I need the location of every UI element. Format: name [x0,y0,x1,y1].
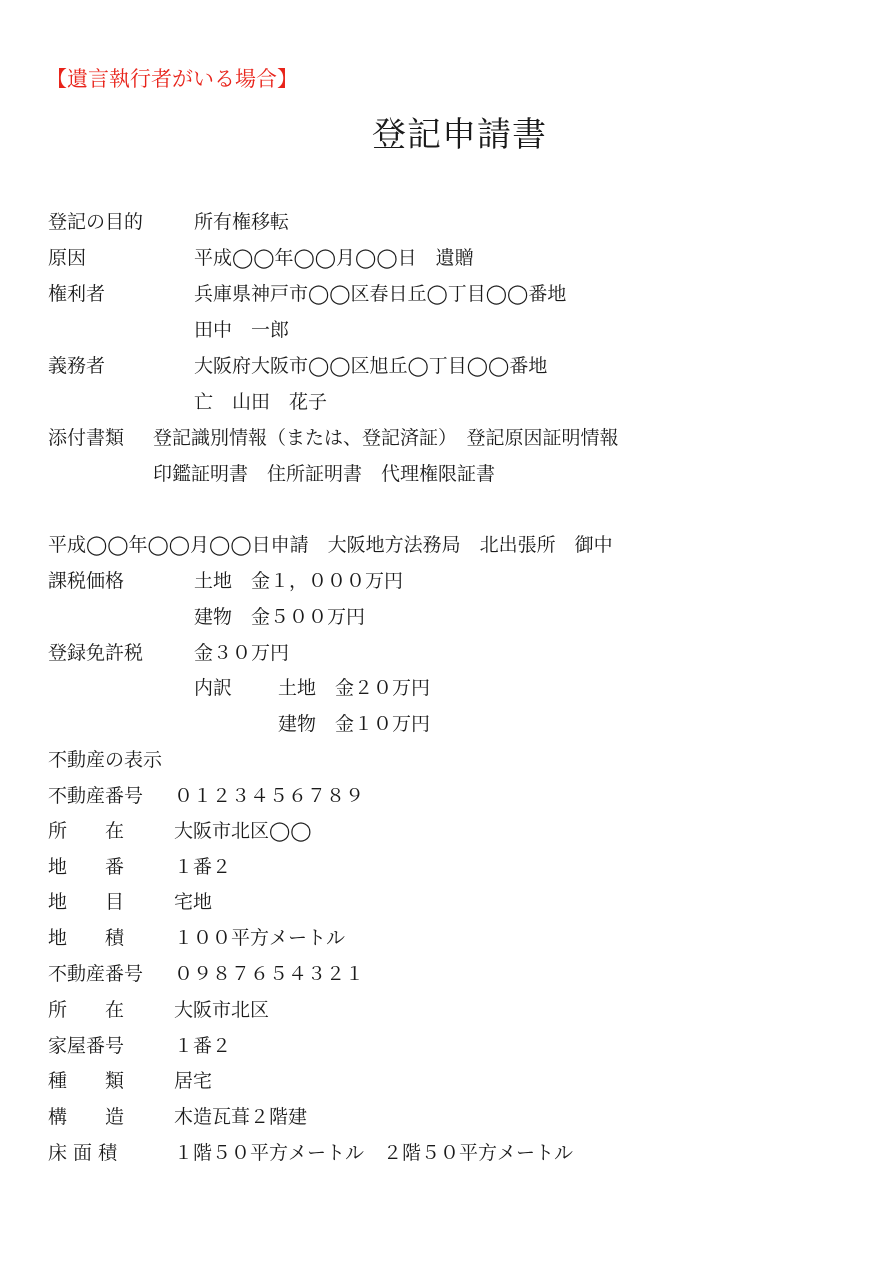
obligor-label: 義務者 [48,355,106,377]
land-location: 大阪市北区◯◯ [174,820,312,842]
land-area-label: 地 積 [48,927,125,949]
house-number-label: 家屋番号 [48,1035,125,1057]
application-line: 平成◯◯年◯◯月◯◯日申請 大阪地方法務局 北出張所 御中 [48,534,613,556]
building-kind-label: 種 類 [48,1070,125,1092]
breakdown-label: 内訳 [194,677,233,699]
attachments-line2: 印鑑証明書 住所証明書 代理権限証書 [153,463,496,485]
cause-label: 原因 [48,247,87,269]
breakdown-building: 建物 金１０万円 [278,713,431,735]
attachments-line1: 登記識別情報（または、登記済証） 登記原因証明情報 [153,427,619,449]
registration-tax-label: 登録免許税 [48,642,144,664]
executor-note: 【遺言執行者がいる場合】 [46,67,298,91]
rights-holder-address: 兵庫県神戸市◯◯区春日丘◯丁目◯◯番地 [194,283,567,305]
purpose-value: 所有権移転 [194,211,290,233]
cause-value: 平成◯◯年◯◯月◯◯日 遺贈 [194,247,474,269]
building-number: ０９８７６５４３２１ [174,963,365,985]
purpose-label: 登記の目的 [48,211,144,233]
tax-base-label: 課税価格 [48,570,125,592]
obligor-name: 亡 山田 花子 [194,391,328,413]
page-title: 登記申請書 [372,115,547,155]
tax-base-land: 土地 金１，０００万円 [194,570,404,592]
land-location-label: 所 在 [48,820,125,842]
land-category: 宅地 [174,891,213,913]
land-area: １００平方メートル [174,927,346,949]
land-category-label: 地 目 [48,891,125,913]
land-lot: １番２ [174,856,232,878]
building-location: 大阪市北区 [174,999,270,1021]
building-number-label: 不動産番号 [48,963,144,985]
obligor-address: 大阪府大阪市◯◯区旭丘◯丁目◯◯番地 [194,355,548,377]
floor-area: １階５０平方メートル ２階５０平方メートル [174,1142,574,1164]
tax-base-building: 建物 金５００万円 [194,606,366,628]
land-number: ０１２３４５６７８９ [174,785,365,807]
rights-holder-name: 田中 一郎 [194,319,290,341]
rights-holder-label: 権利者 [48,283,106,305]
property-heading: 不動産の表示 [48,749,163,771]
attachments-label: 添付書類 [48,427,125,449]
breakdown-land: 土地 金２０万円 [278,677,431,699]
building-structure-label: 構 造 [48,1106,125,1128]
registration-tax-value: 金３０万円 [194,642,290,664]
house-number: １番２ [174,1035,232,1057]
building-location-label: 所 在 [48,999,125,1021]
land-lot-label: 地 番 [48,856,125,878]
building-kind: 居宅 [174,1070,213,1092]
floor-area-label: 床 面 積 [48,1142,118,1164]
building-structure: 木造瓦葺２階建 [174,1106,308,1128]
land-number-label: 不動産番号 [48,785,144,807]
